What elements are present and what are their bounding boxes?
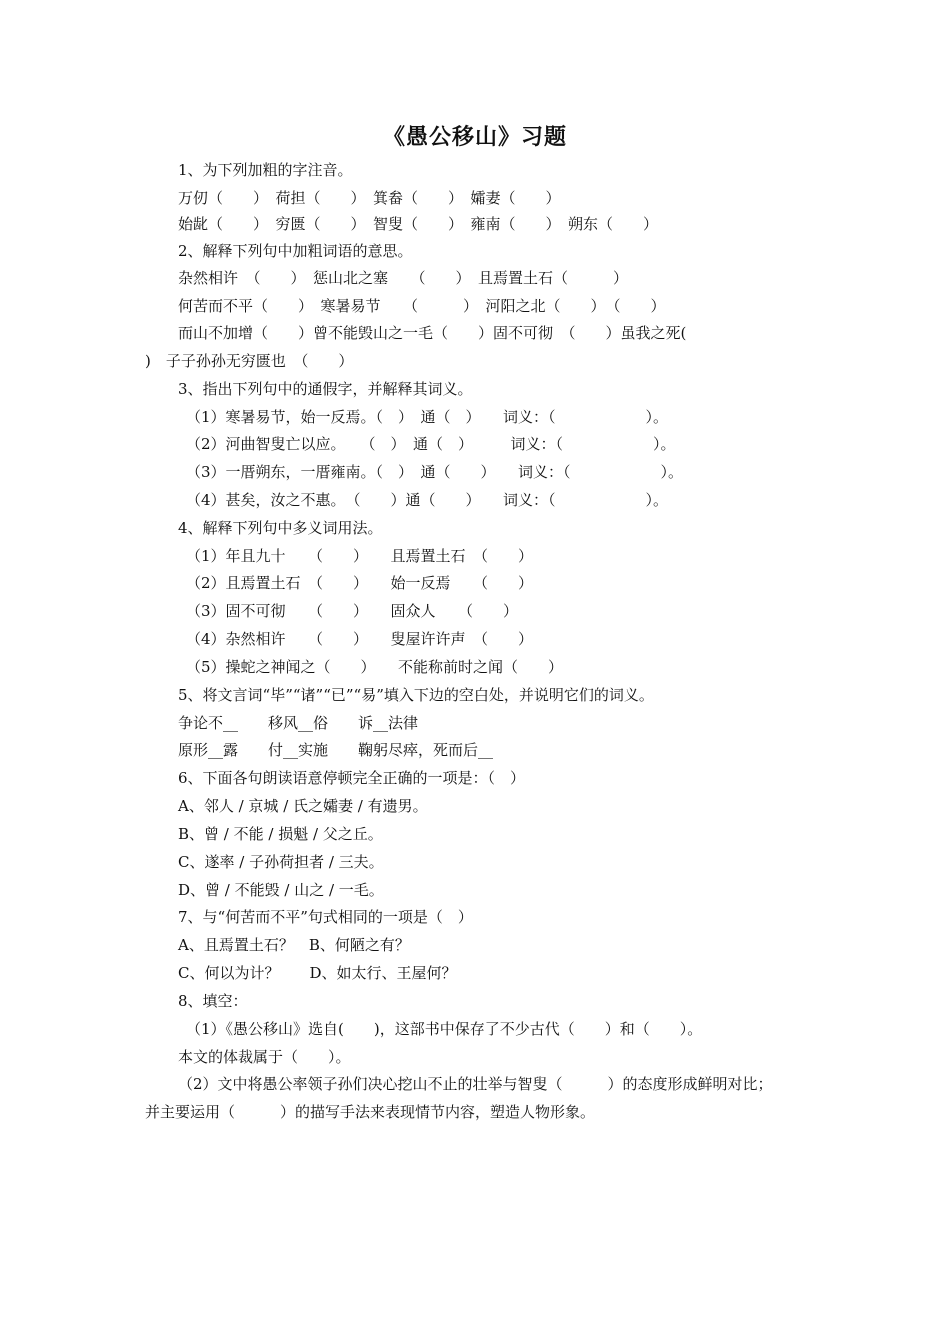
q3-item-1: （1）寒暑易节，始一反焉。（ ） 通（ ） 词义：（ ）。 <box>186 408 669 426</box>
q7-options-cd: C、何以为计？ D、如太行、王屋何？ <box>178 964 457 982</box>
q2-row-3: 而山不加增（ ）曾不能毁山之一毛（ ）固不可彻 （ ）虽我之死( <box>178 324 687 342</box>
q6-heading: 6、下面各句朗读语意停顿完全正确的一项是：（ ） <box>178 769 526 787</box>
q3-heading: 3、指出下列句中的通假字，并解释其词义。 <box>178 380 473 398</box>
q3-item-2: （2）河曲智叟亡以应。 （ ） 通（ ） 词义：（ ）。 <box>186 435 676 453</box>
q1-heading: 1、为下列加粗的字注音。 <box>178 161 353 179</box>
q7-heading: 7、与“何苦而不平”句式相同的一项是（ ） <box>178 908 473 926</box>
q2-heading: 2、解释下列句中加粗词语的意思。 <box>178 242 413 260</box>
q4-item-4: （4）杂然相许 （ ） 叟屋许许声 （ ） <box>186 630 534 648</box>
q6-option-d: D、曾 / 不能毁 / 山之 / 一毛。 <box>178 881 384 899</box>
document-title: 《愚公移山》习题 <box>382 124 567 150</box>
q6-option-a: A、邻人 / 京城 / 氏之孀妻 / 有遗男。 <box>178 797 428 815</box>
q7-options-ab: A、且焉置土石？ B、何陋之有？ <box>178 936 410 954</box>
q1-row-1: 万仞（ ） 荷担（ ） 箕畚（ ） 孀妻（ ） <box>178 189 561 207</box>
q5-row-1: 争论不__ 移风__俗 诉__法律 <box>178 714 419 732</box>
q3-item-3: （3）一厝朔东，一厝雍南。（ ） 通（ ） 词义：（ ）。 <box>186 463 684 481</box>
q6-option-c: C、遂率 / 子孙荷担者 / 三夫。 <box>178 853 384 871</box>
q5-heading: 5、将文言词“毕”“诸”“已”“易”填入下边的空白处，并说明它们的词义。 <box>178 686 654 704</box>
q8-heading: 8、填空： <box>178 992 248 1010</box>
q2-row-1: 杂然相许 （ ） 惩山北之塞 （ ） 且焉置土石（ ） <box>178 269 629 287</box>
q4-item-2: （2）且焉置土石 （ ） 始一反焉 （ ） <box>186 574 534 592</box>
q8-item-2: （2）文中将愚公率领子孙们决心挖山不止的壮举与智叟（ ）的态度形成鲜明对比； <box>178 1075 773 1093</box>
q4-heading: 4、解释下列句中多义词用法。 <box>178 519 383 537</box>
q4-item-1: （1）年且九十 （ ） 且焉置土石 （ ） <box>186 547 534 565</box>
q2-row-2: 何苦而不平（ ） 寒暑易节 （ ） 河阳之北（ ） （ ） <box>178 297 666 315</box>
q8-item-1-cont: 本文的体裁属于（ ）。 <box>178 1048 351 1066</box>
q3-item-4: （4）甚矣，汝之不惠。 （ ）通（ ） 词义：（ ）。 <box>186 491 669 509</box>
q5-row-2: 原形__露 付__实施 鞠躬尽瘁，死而后__ <box>178 741 494 759</box>
q4-item-3: （3）固不可彻 （ ） 固众人 （ ） <box>186 602 519 620</box>
q6-option-b: B、曾 / 不能 / 损魁 / 父之丘。 <box>178 825 383 843</box>
q8-item-2-cont: 并主要运用（ ）的描写手法来表现情节内容，塑造人物形象。 <box>145 1103 596 1121</box>
q8-item-1: （1）《愚公移山》选自( )，这部书中保存了不少古代（ ）和（ ）。 <box>186 1020 703 1038</box>
q2-row-4: ) 子子孙孙无穷匮也 （ ） <box>145 352 354 370</box>
q1-row-2: 始龀（ ） 穷匮（ ） 智叟（ ） 雍南（ ） 朔东（ ） <box>178 215 659 233</box>
q4-item-5: （5）操蛇之神闻之（ ） 不能称前时之闻（ ） <box>186 658 564 676</box>
